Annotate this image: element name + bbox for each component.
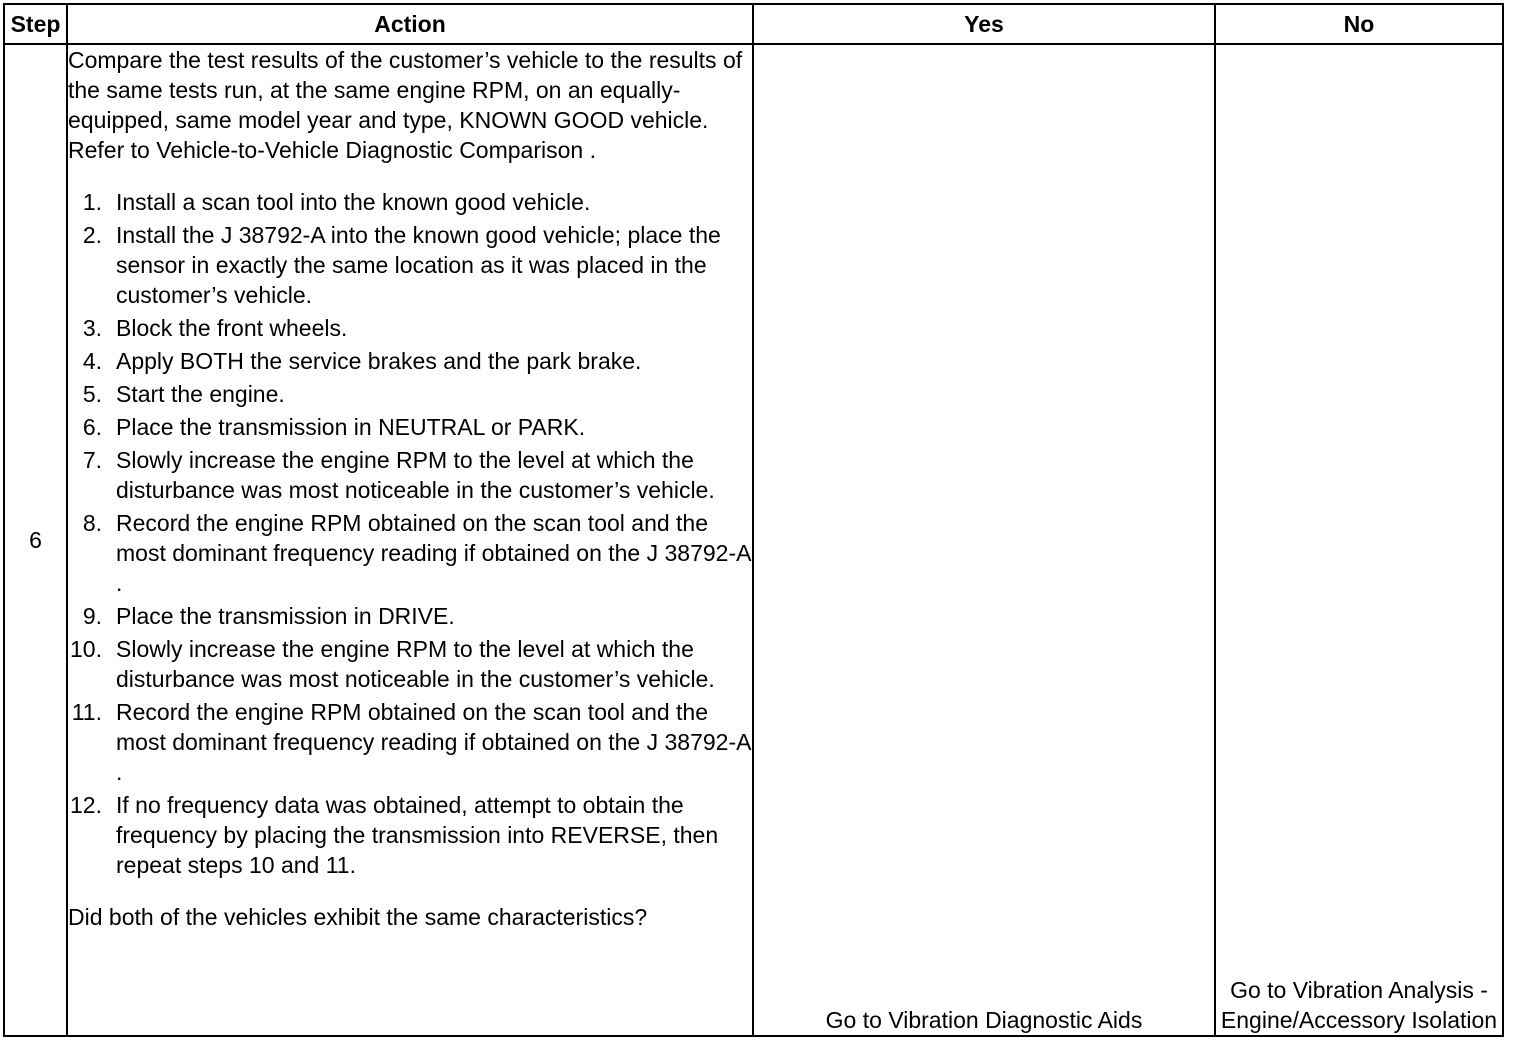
action-step-text: Place the transmission in DRIVE.	[116, 603, 455, 629]
step-number: 6	[4, 44, 67, 1036]
action-step-number: 8.	[82, 510, 102, 536]
action-step-item	[68, 697, 752, 787]
no-result-link[interactable]: Go to Vibration Analysis - Engine/Accessory Isolation	[1220, 977, 1498, 1033]
action-step-number: 1.	[82, 189, 102, 215]
diagnostic-table	[3, 3, 1504, 1037]
action-step-number: 11.	[71, 699, 102, 725]
action-step-item	[68, 445, 752, 505]
action-step-text: Apply BOTH the service brakes and the park brake.	[116, 348, 642, 374]
action-step-item	[68, 313, 752, 343]
action-cell	[67, 44, 753, 1036]
action-step-item	[68, 220, 752, 310]
action-step-item	[68, 634, 752, 694]
action-step-text: Install the J 38792-A into the known good vehicle; place the sensor in exactly the same location as it was placed in the customer’s vehicle.	[116, 222, 721, 308]
action-step-item	[68, 601, 752, 631]
header-no: No	[1215, 4, 1503, 44]
step-row	[4, 44, 1503, 1036]
action-steps-list	[68, 187, 752, 880]
action-step-number: 2.	[82, 222, 102, 248]
action-step-number: 4.	[82, 348, 102, 374]
action-step-text: Record the engine RPM obtained on the scan tool and the most dominant frequency reading if obtained on the J 38792-A .	[116, 510, 751, 596]
header-step: Step	[4, 4, 67, 44]
action-step-item	[68, 187, 752, 217]
action-step-item	[68, 790, 752, 880]
action-step-number: 5.	[82, 381, 102, 407]
header-action: Action	[67, 4, 753, 44]
action-step-text: Block the front wheels.	[116, 315, 348, 341]
action-step-text: Slowly increase the engine RPM to the level at which the disturbance was most noticeable in the customer’s vehicle.	[116, 636, 715, 692]
yes-cell	[753, 44, 1215, 1036]
action-step-number: 3.	[82, 315, 102, 341]
action-step-number: 6.	[82, 414, 102, 440]
action-step-item	[68, 508, 752, 598]
action-step-number: 9.	[82, 603, 102, 629]
action-intro: Compare the test results of the customer’s vehicle to the results of the same tests run, at the same engine RPM, on an equally-equipped, same model year and type, KNOWN GOOD vehicle. Refer to Vehicle-to-Vehicle Diagnostic Comparison .	[68, 47, 743, 163]
yes-result-link[interactable]: Go to Vibration Diagnostic Aids	[825, 1007, 1143, 1033]
action-step-text: If no frequency data was obtained, attempt to obtain the frequency by placing the transmission into REVERSE, then repeat steps 10 and 11.	[116, 792, 719, 878]
action-step-text: Install a scan tool into the known good vehicle.	[116, 189, 591, 215]
action-question: Did both of the vehicles exhibit the same characteristics?	[68, 904, 648, 930]
action-step-number: 10.	[70, 636, 102, 662]
action-step-number: 12.	[70, 792, 102, 818]
action-step-item	[68, 412, 752, 442]
action-step-text: Record the engine RPM obtained on the scan tool and the most dominant frequency reading if obtained on the J 38792-A .	[116, 699, 751, 785]
action-step-text: Place the transmission in NEUTRAL or PARK.	[116, 414, 586, 440]
header-yes: Yes	[753, 4, 1215, 44]
action-step-text: Start the engine.	[116, 381, 285, 407]
action-step-item	[68, 346, 752, 376]
no-cell	[1215, 44, 1503, 1036]
action-step-number: 7.	[82, 447, 102, 473]
action-step-item	[68, 379, 752, 409]
header-row	[4, 4, 1503, 44]
action-step-text: Slowly increase the engine RPM to the level at which the disturbance was most noticeable in the customer’s vehicle.	[116, 447, 715, 503]
